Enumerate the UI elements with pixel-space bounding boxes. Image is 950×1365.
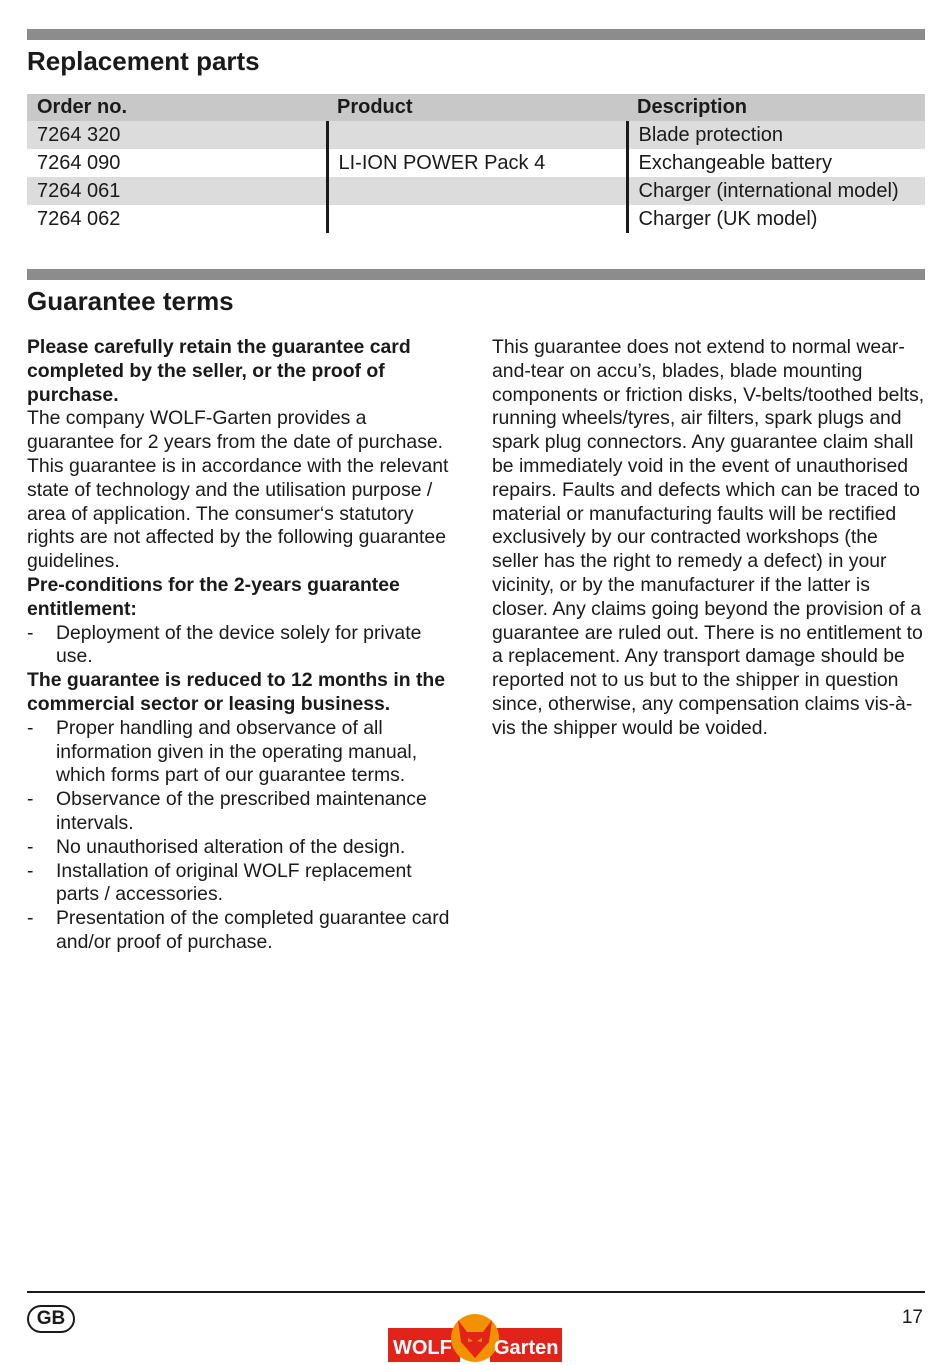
list-item: - Installation of original WOLF replacement parts / accessories. xyxy=(27,860,459,908)
conditions-list xyxy=(27,717,459,955)
product-cell xyxy=(327,177,627,205)
list-item: - No unauthorised alteration of the design. xyxy=(27,836,459,860)
preconditions-heading: Pre-conditions for the 2-years guarantee entitlement: xyxy=(27,573,400,620)
replacement-parts-table xyxy=(27,94,925,233)
header-product: Product xyxy=(327,94,627,121)
replacement-parts-title: Replacement parts xyxy=(27,46,260,76)
table-row xyxy=(27,121,925,149)
logo-wolf-text: WOLF xyxy=(393,1337,452,1359)
country-code-badge: GB xyxy=(27,1305,75,1333)
guarantee-right-column xyxy=(492,336,925,741)
table-row xyxy=(27,205,925,233)
order-no-cell: 7264 090 xyxy=(37,151,121,174)
product-cell xyxy=(327,121,627,149)
order-no-cell: 7264 062 xyxy=(37,207,121,230)
preconditions-list xyxy=(27,622,459,670)
guarantee-left-column xyxy=(27,336,459,955)
product-cell xyxy=(327,205,627,233)
header-order-no: Order no. xyxy=(27,94,327,121)
logo-garten-text: Garten xyxy=(494,1337,559,1359)
guarantee-terms-title: Guarantee terms xyxy=(27,286,234,316)
header-description: Description xyxy=(627,94,925,121)
guarantee-exclusions-text: This guarantee does not extend to normal wear-and-tear on accu’s, blades, blade mounting components or friction disks, V-belts/toothed belts, running wheels/tyres, air filters, spark plugs and spark plug connectors. Any guarantee claim shall be immediately void in the event of unauthorised repairs. Faults and defects which can be traced to material or manufacturing faults will be rectified exclusively by our contracted workshops (the seller has the right to remedy a defect) in your vicinity, or by the manufacturer if the latter is closer. Any claims going beyond the provision of a guarantee are ruled out. There is no entitlement to a replacement. Any transport damage should be reported not to us but to the shipper in question since, otherwise, any compensation claims vis-à-vis the shipper would be voided. xyxy=(492,336,925,739)
footer-divider xyxy=(27,1291,925,1293)
middle-divider-bar xyxy=(27,269,925,280)
description-cell: Charger (UK model) xyxy=(627,205,925,233)
wolf-garten-logo xyxy=(388,1310,562,1362)
description-cell: Exchangeable battery xyxy=(627,149,925,177)
page-number: 17 xyxy=(901,1307,923,1328)
fox-head-icon xyxy=(451,1314,499,1362)
list-item: - Deployment of the device solely for private use. xyxy=(27,622,459,670)
guarantee-intro-text: The company WOLF-Garten provides a guarantee for 2 years from the date of purchase. This guarantee is in accordance with the relevant state of technology and the utilisation purpose / area of application. The consumer‘s statutory rights are not affected by the following guarantee guidelines. xyxy=(27,407,449,573)
retain-card-notice: Please carefully retain the guarantee card completed by the seller, or the proof of purchase. xyxy=(27,336,411,406)
reduced-guarantee-heading: The guarantee is reduced to 12 months in the commercial sector or leasing business. xyxy=(27,669,446,715)
table-row xyxy=(27,149,925,177)
product-cell: LI-ION POWER Pack 4 xyxy=(327,149,627,177)
table-header-row xyxy=(27,94,925,121)
list-item: - Presentation of the completed guarantee card and/or proof of purchase. xyxy=(27,907,459,955)
list-item: - Observance of the prescribed maintenance intervals. xyxy=(27,788,459,836)
order-no-cell: 7264 320 xyxy=(27,121,327,149)
top-divider-bar xyxy=(27,29,925,40)
order-no-cell: 7264 061 xyxy=(27,177,327,205)
list-item: - Proper handling and observance of all information given in the operating manual, which forms part of our guarantee terms. xyxy=(27,717,459,788)
table-row xyxy=(27,177,925,205)
description-cell: Blade protection xyxy=(627,121,925,149)
description-cell: Charger (international model) xyxy=(627,177,925,205)
